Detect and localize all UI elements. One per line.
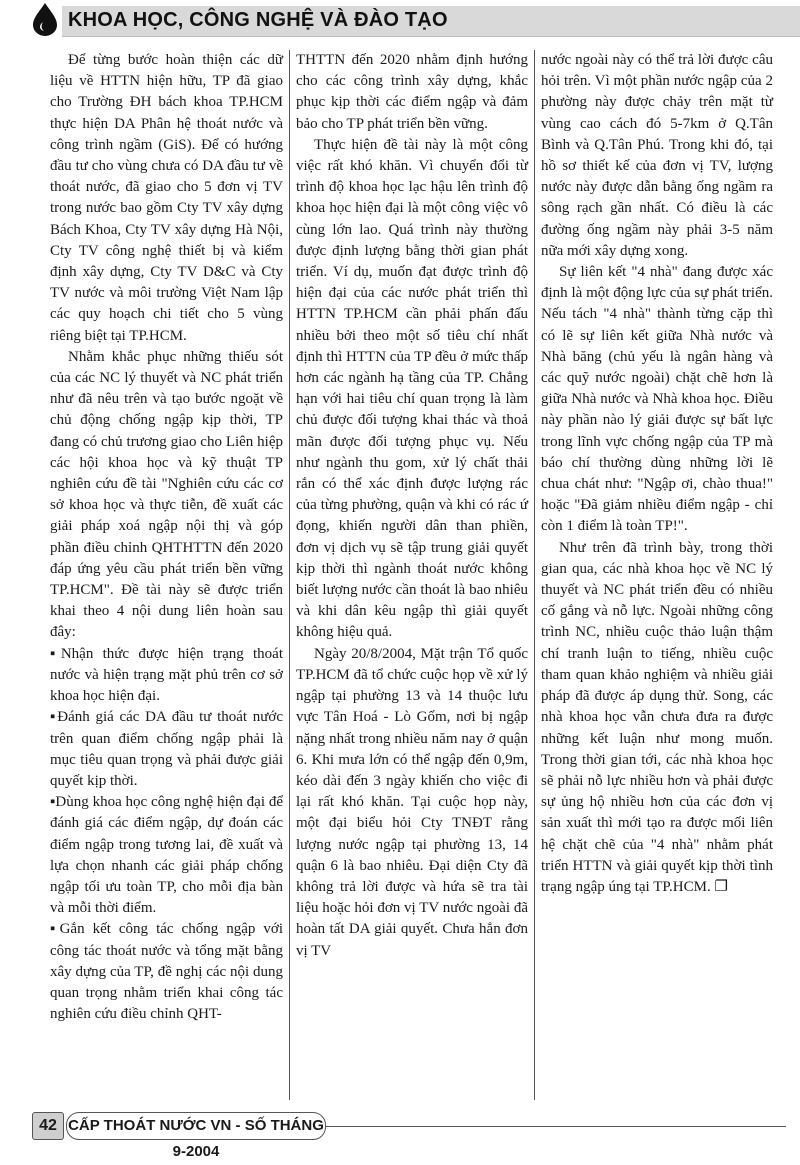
paragraph: Sự liên kết "4 nhà" đang được xác định là một động lực của sự phát triển. Nếu tách "4 nhà" thành từng cặp thì có lẽ sự liên kết giữa Nhà nước và Nhà băng (chủ yếu là ngân hàng và các quỹ nước ngoài) chặt chẽ hơn là giữa Nhà nước và Nhà khoa học. Điều này phần nào lý giải được sự bất lực trong lĩnh vực chống ngập của TP mà báo chí thường dùng những lời lẽ chua chát như: "Ngập ơi, chào thua!" hoặc "Đã giảm nhiều điểm ngập - chỉ còn 1 điểm là toàn TP!". bbox=[541, 264, 773, 535]
paragraph: nước ngoài này có thể trả lời được câu hỏi trên. Vì một phần nước ngập của 2 phường này được chảy trên mặt từ vùng cao cách đó 5-7km ở Q.Tân Bình và Q.Tân Phú. Trong khi đó, tại hồ sơ thiết kế của đơn vị TV, lượng nước này được dẫn bằng ống ngầm ra sông rạch gần nhất. Có điều là các đường ống ngầm này phải 3-5 năm nữa mới xây dựng xong. bbox=[541, 52, 773, 259]
column-2 bbox=[289, 50, 534, 1100]
paragraph: Nhằm khắc phục những thiếu sót của các NC lý thuyết và NC phát triển như đã nêu trên và tạo bước ngoặt về chủ động chống ngập kịp thời, TP đang có chủ trương giao cho Liên hiệp các hội khoa học và kỹ thuật TP nghiên cứu đề tài "Nghiên cứu các cơ sở khoa học và thực tiễn, đề xuất các giải pháp xoá ngập nội thị và góp phần điều chỉnh QHTHTTN đến 2020 đáp ứng yêu cầu phát triển bền vững TP.HCM". Đề tài này sẽ được triển khai theo 4 nội dung liên hoàn sau đây: bbox=[50, 348, 283, 641]
column-3 bbox=[534, 50, 779, 1100]
article-body bbox=[44, 50, 780, 1100]
bullet-item: ▪Dùng khoa học công nghệ hiện đại để đánh giá các điểm ngập, dự đoán các điểm ngập trong tương lai, đề xuất và lựa chọn nhanh các giải pháp chống ngập tối ưu toàn TP, cho mỗi địa bàn và mỗi thời điểm. bbox=[50, 794, 283, 917]
bullet-item: ▪Gắn kết công tác chống ngập với công tác thoát nước và tổng mặt bằng xây dựng của TP, đề nghị các nội dung quan trọng nhằm triển khai công tác nghiên cứu điều chỉnh QHT- bbox=[50, 921, 283, 1023]
bullet-item: ▪Đánh giá các DA đầu tư thoát nước trên quan điểm chống ngập phải là mục tiêu quan trọng và phải được giải quyết kịp thời. bbox=[50, 709, 283, 789]
paragraph: Như trên đã trình bày, trong thời gian qua, các nhà khoa học về NC lý thuyết và NC phát triển đều có nhiều cố gắng và nỗ lực. Ngoài những công trình NC, nhiều cuộc thảo luận thậm chí tranh luận to tiếng, nhiều cuộc tham quan khảo nghiệm và nhiều giải pháp đã được áp dụng thử. Song, các nhà khoa học vẫn chưa đưa ra được những kết luận như mong muốn. Trong thời gian tới, các nhà khoa học sẽ phải nỗ lực nhiều hơn và phải được sự ủng hộ nhiều hơn của các đơn vị sản xuất thì mới tạo ra được mối liên hệ chặt chẽ của "4 nhà" nhằm phát triển HTTN và giải quyết kịp thời tình trạng ngập úng tại TP.HCM. ❐ bbox=[541, 539, 773, 895]
column-1 bbox=[44, 50, 289, 1100]
water-drop-icon bbox=[30, 2, 60, 36]
paragraph: Ngày 20/8/2004, Mặt trận Tổ quốc TP.HCM đã tổ chức cuộc họp về xử lý ngập tại phường 13 và 14 thuộc lưu vực Tân Hoá - Lò Gốm, nơi bị ngập nặng nhất trong nhiều năm nay ở quận 6. Khi mưa lớn có thể ngập đến 0,9m, kéo dài đến 3 ngày khiến cho việc đi lại rất khó khăn. Tại cuộc họp này, một đại biểu hỏi Cty TNĐT rằng lượng nước ngập tại phường 13, 14 quận 6 là bao nhiêu. Đại diện Cty đã không trả lời được và hứa sẽ tra tài liệu hoặc hỏi đơn vị TV nước ngoài đã hoàn tất DA giải quyết. Chưa hẳn đơn vị TV bbox=[296, 645, 528, 959]
page-footer bbox=[0, 1108, 800, 1160]
page-number: 42 bbox=[32, 1112, 64, 1140]
paragraph: Để từng bước hoàn thiện các dữ liệu về HTTN hiện hữu, TP đã giao cho Trường ĐH bách khoa TP.HCM thực hiện DA Phân hệ thoát nước và công trình ngầm (GiS). Để có hướng đầu tư cho vùng chưa có DA đầu tư về thoát nước, đã giao cho 5 đơn vị TV trong nước bao gồm Cty TV xây dựng Bách Khoa, Cty TV xây dựng Hà Nội, Cty TV công nghệ thiết bị và kiểm định xây dựng, Cty TV D&C và Cty TV nước và môi trường Việt Nam lập các quy hoạch chi tiết cho 5 vùng riêng biệt tại TP.HCM. bbox=[50, 52, 283, 344]
section-title: KHOA HỌC, CÔNG NGHỆ VÀ ĐÀO TẠO bbox=[68, 9, 448, 31]
bullet-item: ▪Nhận thức được hiện trạng thoát nước và hiện trạng mặt phủ trên cơ sở khoa học hiện đại. bbox=[50, 645, 283, 705]
page-header bbox=[0, 0, 800, 40]
paragraph: Thực hiện đề tài này là một công việc rất khó khăn. Vì chuyển đổi từ trình độ khoa học lạc hậu lên trình độ khoa học hiện đại là một công việc vô cùng lớn lao. Quá trình này thường được định lượng bằng thời gian phát triển. Ví dụ, muốn đạt được trình độ hiện đại của các nước phát triển thì HTTN TP.HCM cần phải phấn đấu nhiều bởi theo một số tiêu chí nhất định thì HTTN của TP đều ở mức thấp hơn các ngành hạ tầng của TP. Chẳng hạn với hai tiêu chí quan trọng là làm chủ được đối tượng khai thác và thoả mãn được đối tượng phục vụ. Nếu như ngành thu gom, xử lý chất thải rắn có thể xác định được lượng rác của từng phường, quận và khi có rác ứ đọng, khiến người dân than phiền, đơn vị dịch vụ sẽ tập trung giải quyết kịp thời thì ngành thoát nước không biết lượng nước cần thoát là bao nhiêu và khi dân kêu ngập thì giải quyết không hiệu quả. bbox=[296, 136, 528, 641]
paragraph: THTTN đến 2020 nhằm định hướng cho các công trình xây dựng, khắc phục kịp thời các điểm ngập và đảm bảo cho TP phát triển bền vững. bbox=[296, 52, 528, 132]
footer-rule bbox=[326, 1126, 786, 1127]
publication-name: CẤP THOÁT NƯỚC VN - SỐ THÁNG 9-2004 bbox=[66, 1112, 326, 1140]
